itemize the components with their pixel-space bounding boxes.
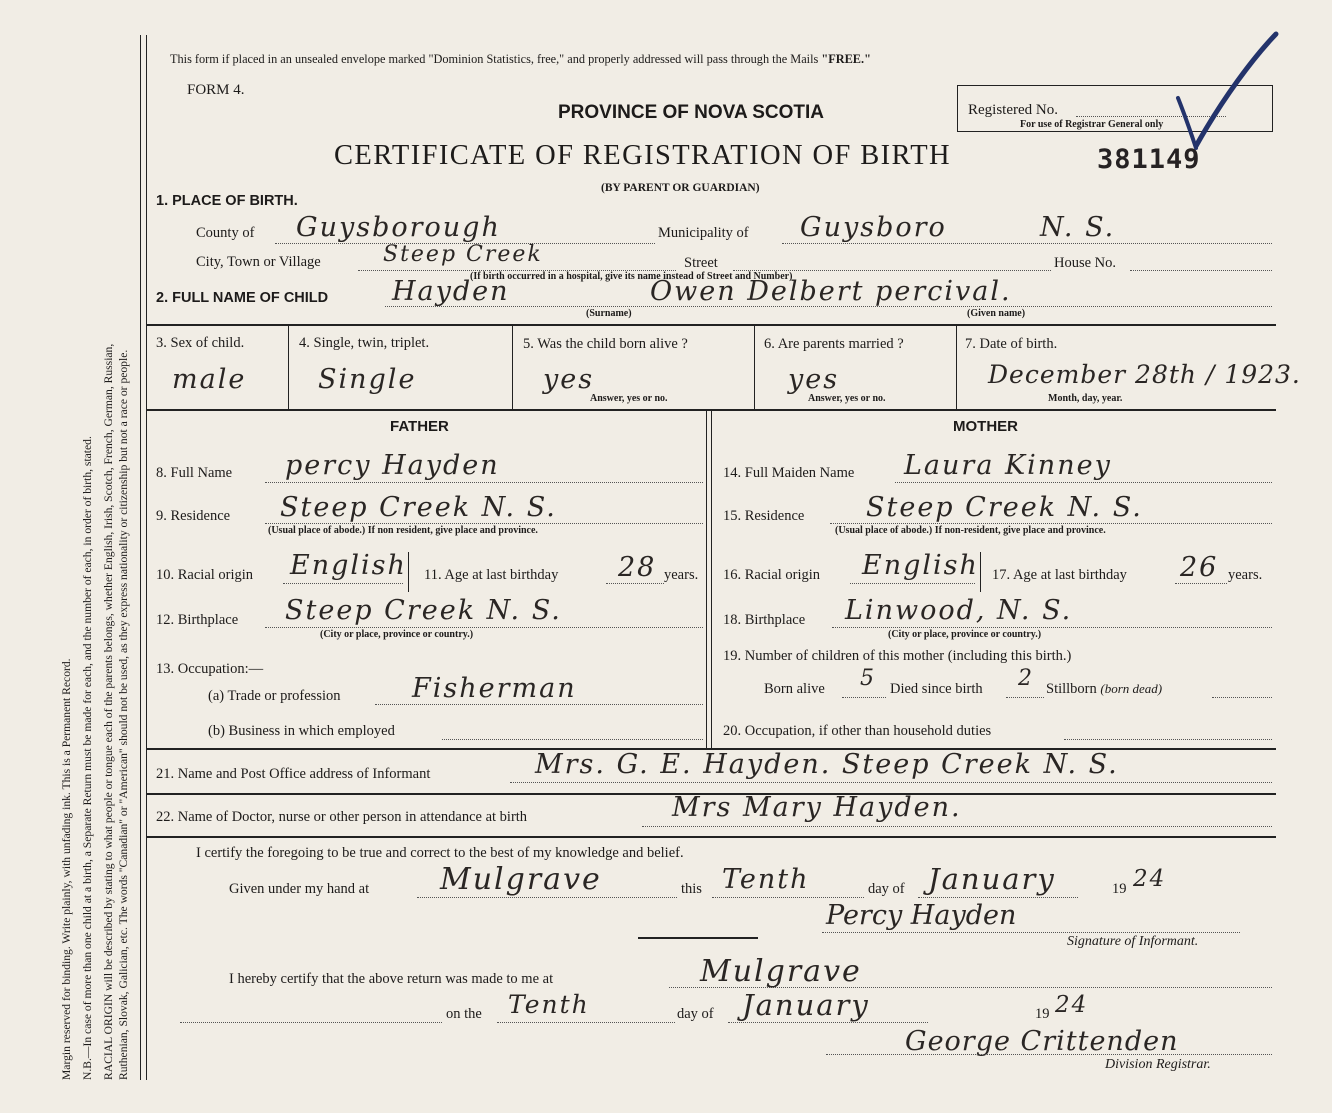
mother-racial-value: English bbox=[862, 550, 979, 581]
margin-rule-inner bbox=[146, 35, 147, 1080]
postal-note-free: "FREE." bbox=[821, 52, 871, 66]
stillborn-label bbox=[1046, 681, 1162, 698]
father-residence-caption: (Usual place of abode.) If non resident, give place and province. bbox=[268, 525, 538, 536]
mother-heading: MOTHER bbox=[953, 418, 1018, 435]
on-the-label: on the bbox=[446, 1006, 482, 1022]
given-year-suffix: 24 bbox=[1133, 866, 1167, 892]
stillborn-line bbox=[1212, 697, 1272, 698]
born-alive-value: 5 bbox=[860, 666, 876, 691]
box-divider-2 bbox=[512, 325, 513, 410]
municipality-label: Municipality of bbox=[658, 225, 749, 241]
registrar-signature-line bbox=[826, 1054, 1272, 1055]
signature-caption: Signature of Informant. bbox=[1067, 934, 1199, 949]
registrar-place-value: Mulgrave bbox=[700, 954, 862, 989]
rule-before-details bbox=[146, 324, 1276, 326]
sex-value: male bbox=[172, 364, 247, 395]
county-label: County of bbox=[196, 225, 255, 241]
registrar-signature: George Crittenden bbox=[905, 1026, 1179, 1057]
box-divider-4 bbox=[956, 325, 957, 410]
dob-caption: Month, day, year. bbox=[1048, 393, 1123, 404]
informant-signature-line bbox=[822, 932, 1240, 933]
this-label: this bbox=[681, 881, 702, 897]
rule-after-attendant bbox=[146, 836, 1276, 838]
registrar-caption: Division Registrar. bbox=[1105, 1057, 1211, 1072]
father-age-value: 28 bbox=[618, 552, 657, 583]
street-label: Street bbox=[684, 255, 718, 271]
business-label: (b) Business in which employed bbox=[208, 723, 395, 739]
mother-residence-caption: (Usual place of abode.) If non-resident, give place and province. bbox=[835, 525, 1106, 536]
father-age-line bbox=[606, 583, 664, 584]
county-value: Guysborough bbox=[296, 212, 501, 243]
father-heading: FATHER bbox=[390, 418, 449, 435]
attendant-label: 22. Name of Doctor, nurse or other person in attendance at birth bbox=[156, 809, 528, 825]
check-mark-icon bbox=[1168, 28, 1283, 163]
mother-occupation-line bbox=[1064, 739, 1272, 740]
margin-rule bbox=[140, 35, 141, 1080]
father-name-value: percy Hayden bbox=[285, 450, 500, 481]
registrar-day-value: Tenth bbox=[508, 990, 590, 1019]
attendant-line bbox=[642, 826, 1272, 827]
informant-label: 21. Name and Post Office address of Informant bbox=[156, 766, 431, 782]
parents-divider bbox=[706, 410, 707, 748]
father-birthplace-caption: (City or place, province or country.) bbox=[320, 629, 474, 640]
registrar-month-value: January bbox=[742, 988, 870, 1022]
given-month-value: January bbox=[928, 862, 1056, 896]
registrar-day-line bbox=[497, 1022, 675, 1023]
registrar-year-prefix: 19 bbox=[1035, 1006, 1050, 1022]
married-caption: Answer, yes or no. bbox=[808, 393, 886, 404]
married-label: 6. Are parents married ? bbox=[764, 336, 904, 352]
city-label: City, Town or Village bbox=[196, 254, 321, 270]
children-count-label: 19. Number of children of this mother (including this birth.) bbox=[723, 648, 1072, 664]
margin-note-1: Margin reserved for binding. Write plainly, with unfading ink. This is a Permanent Record. bbox=[60, 658, 73, 1080]
attendant-value: Mrs Mary Hayden. bbox=[672, 792, 962, 823]
mother-name-label: 14. Full Maiden Name bbox=[723, 465, 855, 481]
father-birthplace-value: Steep Creek N. S. bbox=[285, 595, 562, 626]
province-value: N. S. bbox=[1040, 212, 1116, 243]
mother-residence-line bbox=[830, 523, 1272, 524]
certificate-title: CERTIFICATE OF REGISTRATION OF BIRTH bbox=[334, 140, 952, 171]
father-name-line bbox=[265, 482, 703, 483]
informant-value: Mrs. G. E. Hayden. Steep Creek N. S. bbox=[535, 749, 1119, 780]
box-divider-3 bbox=[754, 325, 755, 410]
surname-caption: (Surname) bbox=[586, 308, 632, 319]
mother-birthplace-caption: (City or place, province or country.) bbox=[888, 629, 1042, 640]
father-age-divider bbox=[408, 552, 409, 592]
mother-birthplace-value: Linwood, N. S. bbox=[845, 595, 1073, 626]
mother-name-value: Laura Kinney bbox=[904, 450, 1112, 481]
business-line bbox=[442, 739, 703, 740]
father-racial-label: 10. Racial origin bbox=[156, 567, 254, 583]
mother-years-label: years. bbox=[1228, 567, 1263, 583]
multiple-label: 4. Single, twin, triplet. bbox=[299, 335, 430, 351]
father-birthplace-label: 12. Birthplace bbox=[156, 612, 239, 628]
margin-note-4: Ruthenian, Slovak, Galician, etc. The words "Canadian" or "American" should not be used, as they express nationality or citizenship but not a race or people. bbox=[116, 349, 130, 1080]
born-alive-label: Born alive bbox=[764, 681, 825, 697]
registered-label: Registered No. bbox=[968, 102, 1058, 118]
alive-label: 5. Was the child born alive ? bbox=[523, 336, 688, 352]
mother-racial-label: 16. Racial origin bbox=[723, 567, 821, 583]
house-line bbox=[1130, 270, 1272, 271]
mother-birthplace-line bbox=[832, 627, 1272, 628]
died-line bbox=[1006, 697, 1044, 698]
mother-age-label: 17. Age at last birthday bbox=[992, 567, 1127, 583]
given-day-line bbox=[712, 897, 864, 898]
father-name-label: 8. Full Name bbox=[156, 465, 233, 481]
died-value: 2 bbox=[1018, 666, 1034, 691]
child-name-label: 2. FULL NAME OF CHILD bbox=[156, 290, 329, 306]
registered-sub: For use of Registrar General only bbox=[1020, 119, 1164, 130]
given-year-prefix: 19 bbox=[1112, 881, 1127, 897]
born-alive-line bbox=[842, 697, 886, 698]
married-value: yes bbox=[788, 364, 840, 395]
mother-age-value: 26 bbox=[1180, 552, 1219, 583]
registration-stamp: 381149 bbox=[1097, 144, 1201, 175]
alive-value: yes bbox=[543, 364, 595, 395]
father-residence-value: Steep Creek N. S. bbox=[280, 492, 557, 523]
mother-name-line bbox=[895, 482, 1272, 483]
postal-note-text: This form if placed in an unsealed envelope marked "Dominion Statistics, free," and properly addressed will pass through the Mails bbox=[170, 52, 819, 66]
dob-label: 7. Date of birth. bbox=[965, 336, 1058, 352]
municipality-value: Guysboro bbox=[800, 212, 947, 243]
father-birthplace-line bbox=[265, 627, 703, 628]
father-racial-line bbox=[283, 583, 403, 584]
box-divider-1 bbox=[288, 325, 289, 410]
registrar-month-line bbox=[728, 1022, 928, 1023]
multiple-value: Single bbox=[318, 364, 417, 395]
hospital-note: (If birth occurred in a hospital, give its name instead of Street and Number) bbox=[470, 271, 793, 282]
signature-dash bbox=[638, 937, 758, 939]
sex-label: 3. Sex of child. bbox=[156, 335, 245, 351]
father-occupation-label: 13. Occupation:— bbox=[156, 661, 264, 677]
form-number: FORM 4. bbox=[187, 82, 245, 98]
father-racial-value: English bbox=[290, 550, 407, 581]
margin-notes bbox=[60, 0, 131, 1080]
mother-residence-value: Steep Creek N. S. bbox=[866, 492, 1143, 523]
place-of-birth-heading: 1. PLACE OF BIRTH. bbox=[156, 193, 298, 209]
given-label: Given under my hand at bbox=[229, 881, 370, 897]
trade-line bbox=[375, 704, 703, 705]
given-place-line bbox=[417, 897, 677, 898]
house-label: House No. bbox=[1054, 255, 1117, 271]
margin-note-2: N.B.—In case of more than one child at a birth, a Separate Return must be made for each, and the number of each, in order of birth, stated. bbox=[81, 436, 95, 1080]
dob-value: December 28th / 1923. bbox=[988, 360, 1301, 389]
trade-label: (a) Trade or profession bbox=[208, 688, 341, 704]
margin-note-3: RACIAL ORIGIN will be described by stating to what people or tongue each of the parents belongs, whether English, Irish, Scotch, French, German, Russian, bbox=[102, 343, 116, 1080]
child-surname-value: Hayden bbox=[392, 276, 510, 307]
mother-age-divider bbox=[980, 552, 981, 592]
registrar-statement: I hereby certify that the above return was made to me at bbox=[229, 971, 554, 987]
died-label: Died since birth bbox=[890, 681, 983, 697]
father-residence-label: 9. Residence bbox=[156, 508, 231, 524]
certificate-subtitle: (BY PARENT OR GUARDIAN) bbox=[601, 182, 760, 194]
given-day-of-label: day of bbox=[868, 881, 905, 897]
certify-statement: I certify the foregoing to be true and correct to the best of my knowledge and belief. bbox=[196, 845, 684, 861]
father-years-label: years. bbox=[664, 567, 699, 583]
trade-value: Fisherman bbox=[412, 673, 577, 704]
registrar-day-of-label: day of bbox=[677, 1006, 714, 1022]
informant-line bbox=[510, 782, 1272, 783]
mother-residence-label: 15. Residence bbox=[723, 508, 805, 524]
postal-note bbox=[170, 52, 871, 67]
alive-caption: Answer, yes or no. bbox=[590, 393, 668, 404]
mother-occupation-label: 20. Occupation, if other than household duties bbox=[723, 723, 992, 739]
given-month-line bbox=[918, 897, 1078, 898]
given-name-caption: (Given name) bbox=[967, 308, 1026, 319]
father-residence-line bbox=[265, 523, 703, 524]
city-value: Steep Creek bbox=[383, 242, 543, 267]
registrar-year-suffix: 24 bbox=[1055, 992, 1089, 1018]
province-heading: PROVINCE OF NOVA SCOTIA bbox=[558, 102, 825, 123]
mother-age-line bbox=[1175, 583, 1227, 584]
stillborn-caption: (born dead) bbox=[1100, 681, 1163, 696]
stillborn-text: Stillborn bbox=[1046, 681, 1097, 697]
mother-racial-line bbox=[850, 583, 975, 584]
given-day-value: Tenth bbox=[722, 864, 810, 895]
mother-birthplace-label: 18. Birthplace bbox=[723, 612, 806, 628]
municipality-line bbox=[782, 243, 1272, 244]
child-given-value: Owen Delbert percival. bbox=[650, 276, 1012, 307]
informant-signature: Percy Hayden bbox=[826, 900, 1017, 931]
father-age-label: 11. Age at last birthday bbox=[424, 567, 559, 583]
parents-divider-2 bbox=[711, 410, 712, 748]
registrar-leading-line bbox=[180, 1022, 442, 1023]
given-place-value: Mulgrave bbox=[440, 862, 602, 897]
